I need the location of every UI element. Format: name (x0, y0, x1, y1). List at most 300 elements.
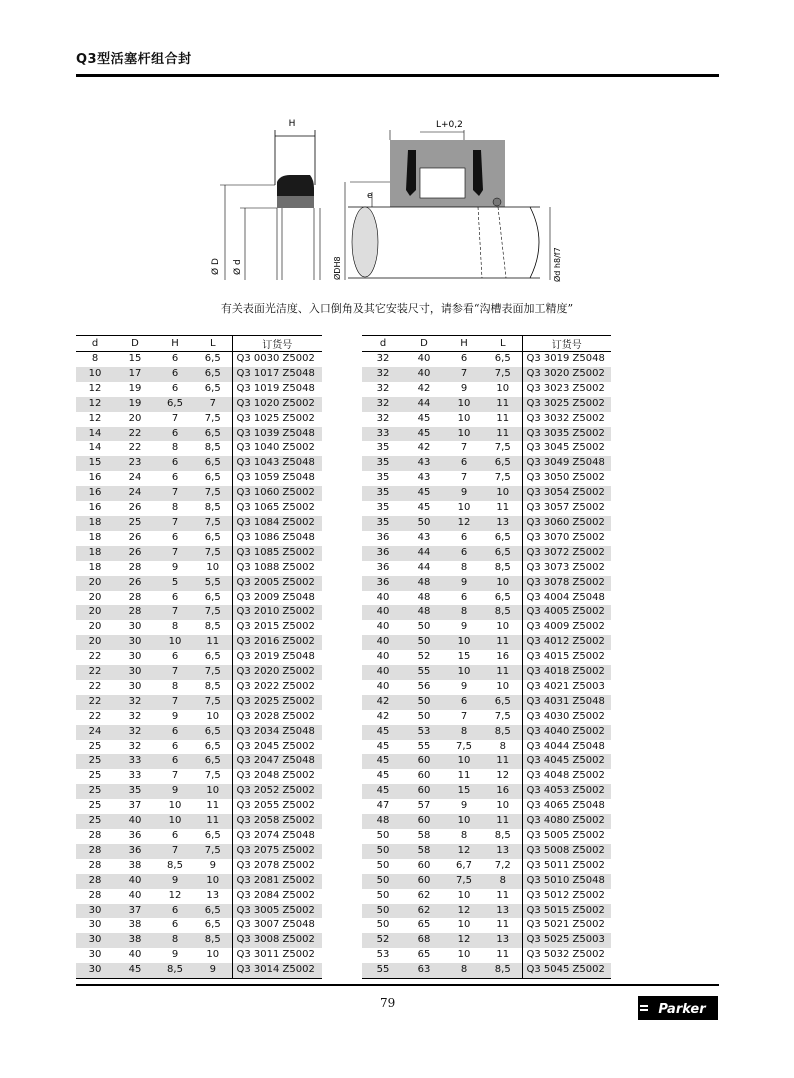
cell-d: 40 (376, 680, 390, 692)
cell-order-code: Q3 2016 Z5002 (232, 635, 322, 650)
col-header-order-code: 订货号 (522, 336, 611, 352)
cell-D: 38 (114, 933, 156, 948)
table-row (76, 695, 322, 710)
cell-L: 6,5 (204, 651, 221, 663)
table-row (76, 352, 322, 367)
cell-H: 12 (444, 844, 484, 859)
table-row (76, 397, 322, 412)
cell-D: 50 (404, 695, 444, 710)
table-row (362, 412, 611, 427)
table-row (362, 859, 611, 874)
cell-H: 9 (171, 710, 179, 722)
cell-L: 9 (209, 859, 216, 871)
cell-d: 42 (376, 710, 390, 722)
table-row (76, 963, 322, 978)
col-header-d: d (76, 336, 114, 352)
logo-text: Parker (658, 1002, 706, 1017)
seal-section-view (220, 130, 320, 280)
cell-d: 24 (76, 725, 114, 740)
cell-order-code: Q3 2078 Z5002 (232, 859, 322, 874)
dim-label-dh8: Ød h8/f7 (553, 247, 562, 282)
cell-H: 8 (444, 605, 484, 620)
cell-L: 11 (194, 635, 232, 650)
cell-D: 40 (128, 889, 142, 901)
cell-d: 40 (362, 635, 404, 650)
cell-d: 50 (376, 830, 390, 841)
cell-L: 10 (484, 486, 522, 501)
table-row (76, 933, 322, 948)
cell-D: 23 (114, 456, 156, 471)
table-row (76, 412, 322, 427)
cell-D: 32 (128, 710, 142, 722)
cell-H: 10 (457, 949, 471, 961)
cell-order-code: Q3 2052 Z5002 (232, 784, 322, 799)
cell-L: 11 (484, 665, 522, 680)
cell-L: 6,5 (204, 531, 221, 543)
cell-H: 7 (444, 367, 484, 382)
cell-d: 22 (76, 695, 114, 710)
cell-L: 6,5 (194, 754, 232, 769)
cell-order-code: Q3 4031 Z5048 (522, 695, 611, 710)
table-row (76, 650, 322, 665)
table-row (76, 546, 322, 561)
cell-d: 36 (376, 531, 390, 543)
table-row (362, 397, 611, 412)
cell-order-code: Q3 3008 Z5002 (232, 933, 322, 948)
table-row (362, 933, 611, 948)
cell-d: 28 (88, 889, 102, 901)
cell-L: 6,5 (494, 531, 511, 543)
cell-order-code: Q3 3073 Z5002 (522, 561, 611, 576)
cell-L: 10 (484, 576, 522, 591)
cell-D: 17 (114, 367, 156, 382)
cell-L: 10 (206, 710, 220, 722)
cell-D: 58 (417, 830, 431, 841)
cell-H: 10 (444, 814, 484, 829)
cell-H: 6 (156, 725, 194, 740)
cell-D: 32 (114, 725, 156, 740)
table-row (76, 740, 322, 755)
cell-order-code: Q3 3019 Z5048 (522, 352, 611, 367)
cell-L: 7,5 (194, 605, 232, 620)
table-row (76, 814, 322, 829)
table-row (362, 471, 611, 486)
cell-order-code: Q3 5008 Z5002 (522, 844, 611, 859)
cell-d: 50 (376, 889, 390, 901)
cell-D: 30 (114, 635, 156, 650)
cell-L: 6,5 (494, 591, 511, 603)
cell-L: 8,5 (484, 963, 522, 978)
cell-L: 7,5 (484, 367, 522, 382)
table-row (362, 844, 611, 859)
cell-H: 10 (156, 814, 194, 829)
cell-order-code: Q3 4080 Z5002 (522, 814, 611, 829)
cell-D: 56 (417, 680, 431, 692)
table-row (76, 367, 322, 382)
cell-order-code: Q3 3020 Z5002 (522, 367, 611, 382)
cell-d: 36 (362, 546, 404, 561)
cell-L: 8,5 (204, 442, 221, 454)
cell-L: 6,5 (204, 382, 221, 394)
table-row (362, 829, 611, 844)
cell-H: 8 (171, 680, 179, 692)
cell-order-code: Q3 3078 Z5002 (522, 576, 611, 591)
cell-order-code: Q3 5005 Z5002 (522, 829, 611, 844)
cell-d: 22 (88, 710, 102, 722)
cell-d: 28 (88, 859, 102, 871)
cell-d: 28 (76, 844, 114, 859)
table-row (76, 382, 322, 397)
cell-order-code: Q3 2028 Z5002 (232, 710, 322, 725)
cell-d: 28 (76, 874, 114, 889)
cell-D: 25 (114, 516, 156, 531)
cell-D: 48 (404, 576, 444, 591)
table-row (76, 605, 322, 620)
cell-order-code: Q3 2034 Z5048 (232, 725, 322, 740)
table-row (362, 456, 611, 471)
cell-L: 13 (484, 904, 522, 919)
cell-H: 8 (171, 621, 179, 633)
cell-order-code: Q3 3054 Z5002 (522, 486, 611, 501)
cell-d: 50 (376, 919, 390, 931)
cell-H: 8 (444, 963, 484, 978)
cell-d: 33 (362, 427, 404, 442)
cell-order-code: Q3 5012 Z5002 (522, 889, 611, 904)
cell-L: 6,5 (204, 472, 221, 484)
table-row (76, 948, 322, 963)
cell-d: 40 (376, 591, 390, 603)
page-title: Q3型活塞杆组合封 (76, 52, 192, 67)
table-row (76, 844, 322, 859)
cell-L: 7 (194, 397, 232, 412)
col-header-L: L (194, 336, 232, 352)
cell-d: 16 (88, 502, 102, 514)
cell-d: 8 (91, 353, 99, 364)
cell-H: 6 (156, 754, 194, 769)
cell-L: 8,5 (204, 680, 221, 692)
cell-H: 10 (457, 889, 471, 901)
cell-L: 10 (496, 621, 510, 633)
cell-D: 45 (114, 963, 156, 978)
cell-order-code: Q3 3005 Z5002 (232, 904, 322, 919)
cell-D: 48 (404, 605, 444, 620)
cell-D: 28 (128, 561, 142, 573)
cell-order-code: Q3 4065 Z5048 (522, 799, 611, 814)
cell-L: 7,5 (194, 665, 232, 680)
col-header-D: D (114, 336, 156, 352)
table-row (362, 710, 611, 725)
cell-d: 45 (362, 725, 404, 740)
cell-order-code: Q3 2020 Z5002 (232, 665, 322, 680)
cell-d: 20 (88, 621, 102, 633)
cell-D: 32 (128, 740, 142, 752)
cell-H: 6 (171, 531, 179, 543)
cell-L: 6,5 (494, 353, 511, 364)
cell-D: 44 (417, 561, 431, 573)
cell-D: 37 (128, 800, 142, 812)
col-header-H: H (444, 336, 484, 352)
cell-L: 8,5 (204, 621, 221, 633)
cell-L: 8,5 (494, 561, 511, 573)
cell-L: 11 (194, 814, 232, 829)
cell-H: 6 (156, 427, 194, 442)
cell-order-code: Q3 3060 Z5002 (522, 516, 611, 531)
cell-L: 9 (194, 963, 232, 978)
cell-d: 22 (88, 651, 102, 663)
cell-order-code: Q3 3023 Z5002 (522, 382, 611, 397)
cell-D: 37 (114, 904, 156, 919)
cell-order-code: Q3 5021 Z5002 (522, 918, 611, 933)
table-row (76, 710, 322, 725)
cell-order-code: Q3 3045 Z5002 (522, 441, 611, 456)
cell-d: 28 (88, 830, 102, 841)
cell-L: 10 (496, 800, 510, 812)
cell-d: 20 (76, 605, 114, 620)
cell-H: 6 (156, 904, 194, 919)
table-row (362, 635, 611, 650)
table-row (362, 576, 611, 591)
cell-H: 9 (444, 576, 484, 591)
cell-order-code: Q3 5025 Z5003 (522, 933, 611, 948)
table-row (362, 441, 611, 456)
cell-L: 7,5 (194, 486, 232, 501)
cell-order-code: Q3 1088 Z5002 (232, 561, 322, 576)
cell-d: 35 (362, 516, 404, 531)
cell-D: 55 (417, 740, 431, 752)
cell-L: 7,5 (194, 844, 232, 859)
cell-L: 6,5 (204, 740, 221, 752)
table-row (76, 799, 322, 814)
cell-d: 14 (76, 427, 114, 442)
cell-H: 10 (457, 502, 471, 514)
col-header-L: L (484, 336, 522, 352)
table-row (362, 352, 611, 367)
spec-table-right (362, 335, 611, 979)
cell-order-code: Q3 2058 Z5002 (232, 814, 322, 829)
cell-d: 36 (362, 576, 404, 591)
cell-D: 26 (128, 531, 142, 543)
cell-d: 50 (362, 874, 404, 889)
cell-d: 14 (88, 442, 102, 454)
cell-order-code: Q3 4004 Z5048 (522, 591, 611, 606)
table-row (362, 889, 611, 904)
dim-label-e: e (367, 191, 373, 201)
cell-L: 7,5 (494, 472, 511, 484)
col-header-order-code: 订货号 (232, 336, 322, 352)
table-row (362, 963, 611, 978)
table-header-row (76, 336, 322, 352)
cell-D: 36 (114, 844, 156, 859)
cell-d: 48 (362, 814, 404, 829)
table-row (362, 784, 611, 799)
cell-D: 55 (404, 665, 444, 680)
cell-L: 7,5 (194, 695, 232, 710)
cell-L: 11 (484, 397, 522, 412)
cell-D: 26 (114, 576, 156, 591)
cell-D: 35 (114, 784, 156, 799)
cell-order-code: Q3 3049 Z5048 (522, 456, 611, 471)
table-row (76, 665, 322, 680)
table-row (362, 695, 611, 710)
cell-D: 26 (114, 546, 156, 561)
cell-H: 12 (444, 933, 484, 948)
cell-d: 12 (76, 397, 114, 412)
dim-label-d: Ø d (233, 259, 243, 275)
cell-L: 11 (496, 412, 510, 424)
table-row (76, 889, 322, 904)
cell-order-code: Q3 4030 Z5002 (522, 710, 611, 725)
cell-D: 42 (417, 382, 431, 394)
cell-H: 12 (168, 889, 182, 901)
cell-H: 7 (460, 710, 468, 722)
cell-order-code: Q3 1065 Z5002 (232, 501, 322, 516)
cell-D: 28 (128, 591, 142, 603)
cell-order-code: Q3 2048 Z5002 (232, 769, 322, 784)
cell-L: 5,5 (194, 576, 232, 591)
cell-L: 10 (206, 949, 220, 961)
cell-L: 6,5 (194, 904, 232, 919)
cell-D: 62 (404, 904, 444, 919)
cell-d: 25 (76, 754, 114, 769)
cell-order-code: Q3 2009 Z5048 (232, 591, 322, 606)
cell-D: 38 (128, 919, 142, 931)
cell-L: 8,5 (484, 605, 522, 620)
cell-L: 8,5 (194, 933, 232, 948)
cell-D: 45 (417, 502, 431, 514)
footer-rule (76, 984, 719, 986)
cell-L: 11 (484, 427, 522, 442)
table-row (362, 427, 611, 442)
cell-L: 8 (499, 740, 506, 752)
cell-H: 12 (444, 516, 484, 531)
table-row (362, 904, 611, 919)
cell-D: 33 (128, 770, 142, 782)
table-row (362, 740, 611, 755)
cell-d: 25 (88, 800, 102, 812)
cell-order-code: Q3 5010 Z5048 (522, 874, 611, 889)
cell-order-code: Q3 2074 Z5048 (232, 829, 322, 844)
cell-D: 60 (417, 770, 431, 782)
cell-order-code: Q3 1025 Z5002 (232, 412, 322, 427)
cell-D: 40 (114, 814, 156, 829)
cell-order-code: Q3 3025 Z5002 (522, 397, 611, 412)
cell-order-code: Q3 1060 Z5002 (232, 486, 322, 501)
cell-d: 50 (362, 844, 404, 859)
dim-label-H: H (288, 119, 296, 129)
cell-L: 6,5 (204, 919, 221, 931)
table-row (362, 561, 611, 576)
cell-D: 50 (417, 710, 431, 722)
cell-D: 50 (404, 635, 444, 650)
cell-H: 7 (156, 516, 194, 531)
table-row (362, 874, 611, 889)
cell-d: 45 (376, 740, 390, 752)
cell-D: 26 (128, 502, 142, 514)
cell-L: 6,5 (194, 725, 232, 740)
cell-H: 7 (156, 605, 194, 620)
table-row (76, 486, 322, 501)
table-row (362, 516, 611, 531)
cell-D: 40 (114, 874, 156, 889)
cell-order-code: Q3 3072 Z5002 (522, 546, 611, 561)
cell-H: 7 (460, 472, 468, 484)
table-row (76, 591, 322, 606)
cell-d: 25 (76, 814, 114, 829)
cell-D: 32 (114, 695, 156, 710)
cell-D: 30 (128, 651, 142, 663)
cell-L: 7,5 (204, 412, 221, 424)
cell-L: 11 (484, 754, 522, 769)
cell-H: 9 (460, 382, 468, 394)
cell-order-code: Q3 3070 Z5002 (522, 531, 611, 546)
table-row (362, 665, 611, 680)
cell-order-code: Q3 4048 Z5002 (522, 769, 611, 784)
cell-L: 8,5 (484, 725, 522, 740)
cell-order-code: Q3 4012 Z5002 (522, 635, 611, 650)
cell-order-code: Q3 2010 Z5002 (232, 605, 322, 620)
dim-label-D: Ø D (211, 258, 221, 275)
col-header-d: d (362, 336, 404, 352)
cell-H: 10 (457, 919, 471, 931)
cell-order-code: Q3 3014 Z5002 (232, 963, 322, 978)
cell-H: 9 (444, 486, 484, 501)
cell-order-code: Q3 2055 Z5002 (232, 799, 322, 814)
cell-H: 6 (444, 456, 484, 471)
cell-H: 15 (444, 784, 484, 799)
cell-D: 53 (404, 725, 444, 740)
cell-H: 8 (171, 502, 179, 514)
cell-H: 6 (156, 367, 194, 382)
cell-d: 40 (376, 621, 390, 633)
cell-H: 9 (171, 949, 179, 961)
table-row (76, 859, 322, 874)
cell-L: 7,5 (194, 516, 232, 531)
cell-order-code: Q3 2075 Z5002 (232, 844, 322, 859)
table-row (76, 561, 322, 576)
cell-D: 40 (404, 367, 444, 382)
cell-order-code: Q3 5032 Z5002 (522, 948, 611, 963)
cell-D: 45 (404, 427, 444, 442)
cell-H: 10 (444, 754, 484, 769)
cell-D: 65 (417, 949, 431, 961)
cell-L: 7,5 (204, 770, 221, 782)
groove-section-view (345, 130, 550, 280)
spec-table-left (76, 335, 322, 979)
table-row (362, 814, 611, 829)
cell-D: 33 (114, 754, 156, 769)
cell-D: 22 (114, 427, 156, 442)
cell-order-code: Q3 2081 Z5002 (232, 874, 322, 889)
cell-order-code: Q3 2047 Z5048 (232, 754, 322, 769)
cell-d: 25 (76, 784, 114, 799)
table-row (362, 799, 611, 814)
cell-H: 10 (444, 665, 484, 680)
cell-order-code: Q3 1059 Z5048 (232, 471, 322, 486)
cell-L: 11 (496, 919, 510, 931)
cell-order-code: Q3 3007 Z5048 (232, 918, 322, 933)
cell-L: 7,2 (494, 859, 511, 871)
cell-L: 13 (484, 933, 522, 948)
cell-d: 40 (362, 605, 404, 620)
cell-order-code: Q3 3050 Z5002 (522, 471, 611, 486)
cell-D: 19 (128, 382, 142, 394)
cell-H: 8 (171, 442, 179, 454)
cell-order-code: Q3 5011 Z5002 (522, 859, 611, 874)
cell-L: 12 (496, 770, 510, 782)
cell-L: 7,5 (494, 710, 511, 722)
cell-order-code: Q3 4005 Z5002 (522, 605, 611, 620)
table-row (76, 456, 322, 471)
